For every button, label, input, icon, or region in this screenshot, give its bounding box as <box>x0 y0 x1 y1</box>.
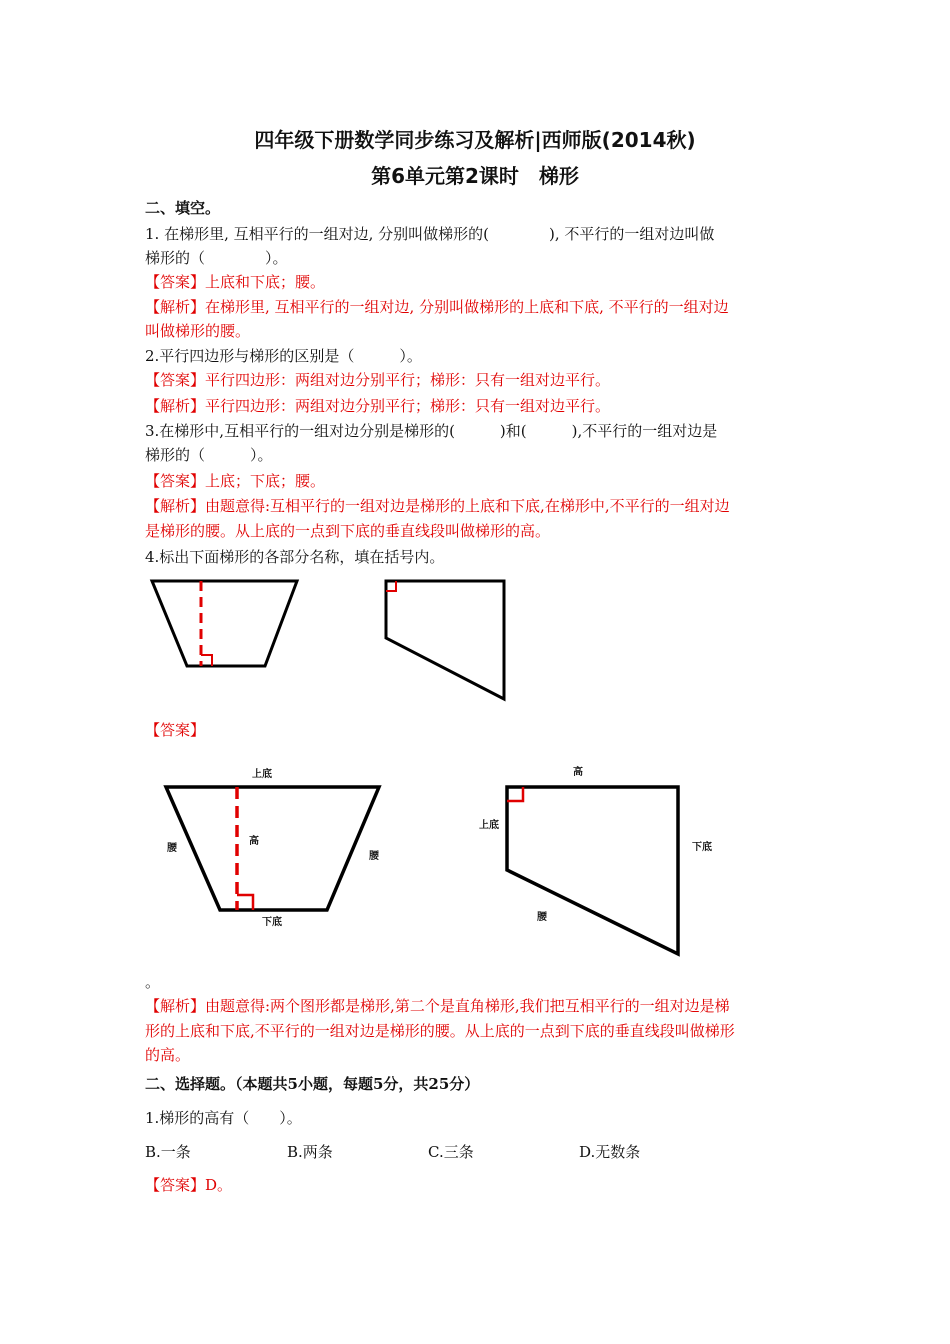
label-right-leg: 腰 <box>369 851 379 862</box>
page-title: 四年级下册数学同步练习及解析|西师版(2014秋) <box>254 128 696 152</box>
section-heading-choice: 二、选择题。（本题共5小题，每题5分，共25分） <box>145 1075 480 1093</box>
right-angle-marker <box>237 895 253 910</box>
explanation-4-line-3: 的高。 <box>145 1046 191 1064</box>
label-bottom-base: 下底 <box>692 842 712 853</box>
question-2: 2.平行四边形与梯形的区别是（ ）。 <box>145 347 422 365</box>
option-d: D.无数条 <box>579 1143 641 1161</box>
question-3-line-1: 3.在梯形中,互相平行的一组对边分别是梯形的( )和( ),不平行的一组对边是 <box>145 422 718 440</box>
explanation-4-line-1: 【解析】由题意得:两个图形都是梯形,第二个是直角梯形,我们把互相平行的一组对边是梯 <box>145 997 730 1015</box>
choice-question-1: 1.梯形的高有（ ）。 <box>145 1109 302 1127</box>
option-b: B.两条 <box>287 1143 333 1161</box>
question-1-line-1: 1. 在梯形里, 互相平行的一组对边, 分别叫做梯形的( ), 不平行的一组对边叫做 <box>145 225 715 243</box>
answer-figure <box>145 760 725 960</box>
option-c: C.三条 <box>428 1143 474 1161</box>
answer-4-period: 。 <box>145 973 161 991</box>
right-angle-marker <box>201 655 212 666</box>
labeled-right-trapezoid <box>479 765 712 954</box>
answer-1: 【答案】上底和下底；腰。 <box>145 273 326 291</box>
explanation-1-line-2: 叫做梯形的腰。 <box>145 322 251 340</box>
question-4: 4.标出下面梯形的各部分名称，填在括号内。 <box>145 548 445 566</box>
question-3-line-2: 梯形的（ ）。 <box>145 446 273 464</box>
answer-2: 【答案】平行四边形：两组对边分别平行；梯形：只有一组对边平行。 <box>145 371 611 389</box>
right-trapezoid <box>386 581 504 699</box>
section-heading-fill: 二、填空。 <box>145 199 221 217</box>
label-left-leg: 腰 <box>167 843 177 854</box>
option-a: B.一条 <box>145 1143 191 1161</box>
answer-3: 【答案】上底；下底；腰。 <box>145 472 326 490</box>
right-angle-marker <box>507 787 523 801</box>
isosceles-trapezoid <box>152 581 297 666</box>
label-leg: 腰 <box>537 912 547 923</box>
explanation-2: 【解析】平行四边形：两组对边分别平行；梯形：只有一组对边平行。 <box>145 397 611 415</box>
question-figure <box>145 572 525 702</box>
label-top-base: 上底 <box>479 820 499 831</box>
explanation-1-line-1: 【解析】在梯形里, 互相平行的一组对边, 分别叫做梯形的上底和下底, 不平行的一组对边 <box>145 298 729 316</box>
question-1-line-2: 梯形的（ ）。 <box>145 249 288 267</box>
label-height: 高 <box>573 767 583 778</box>
label-bottom-base: 下底 <box>262 917 282 928</box>
answer-4: 【答案】 <box>145 721 206 739</box>
explanation-3-line-2: 是梯形的腰。从上底的一点到下底的垂直线段叫做梯形的高。 <box>145 522 551 540</box>
explanation-3-line-1: 【解析】由题意得:互相平行的一组对边是梯形的上底和下底,在梯形中,不平行的一组对边 <box>145 497 730 515</box>
choice-answer-1: 【答案】D。 <box>145 1176 233 1194</box>
label-top-base: 上底 <box>252 769 272 780</box>
labeled-isosceles-trapezoid <box>166 767 380 928</box>
label-height: 高 <box>249 836 259 847</box>
page-subtitle: 第6单元第2课时 梯形 <box>371 164 579 188</box>
explanation-4-line-2: 形的上底和下底,不平行的一组对边是梯形的腰。从上底的一点到下底的垂直线段叫做梯形 <box>145 1022 735 1040</box>
